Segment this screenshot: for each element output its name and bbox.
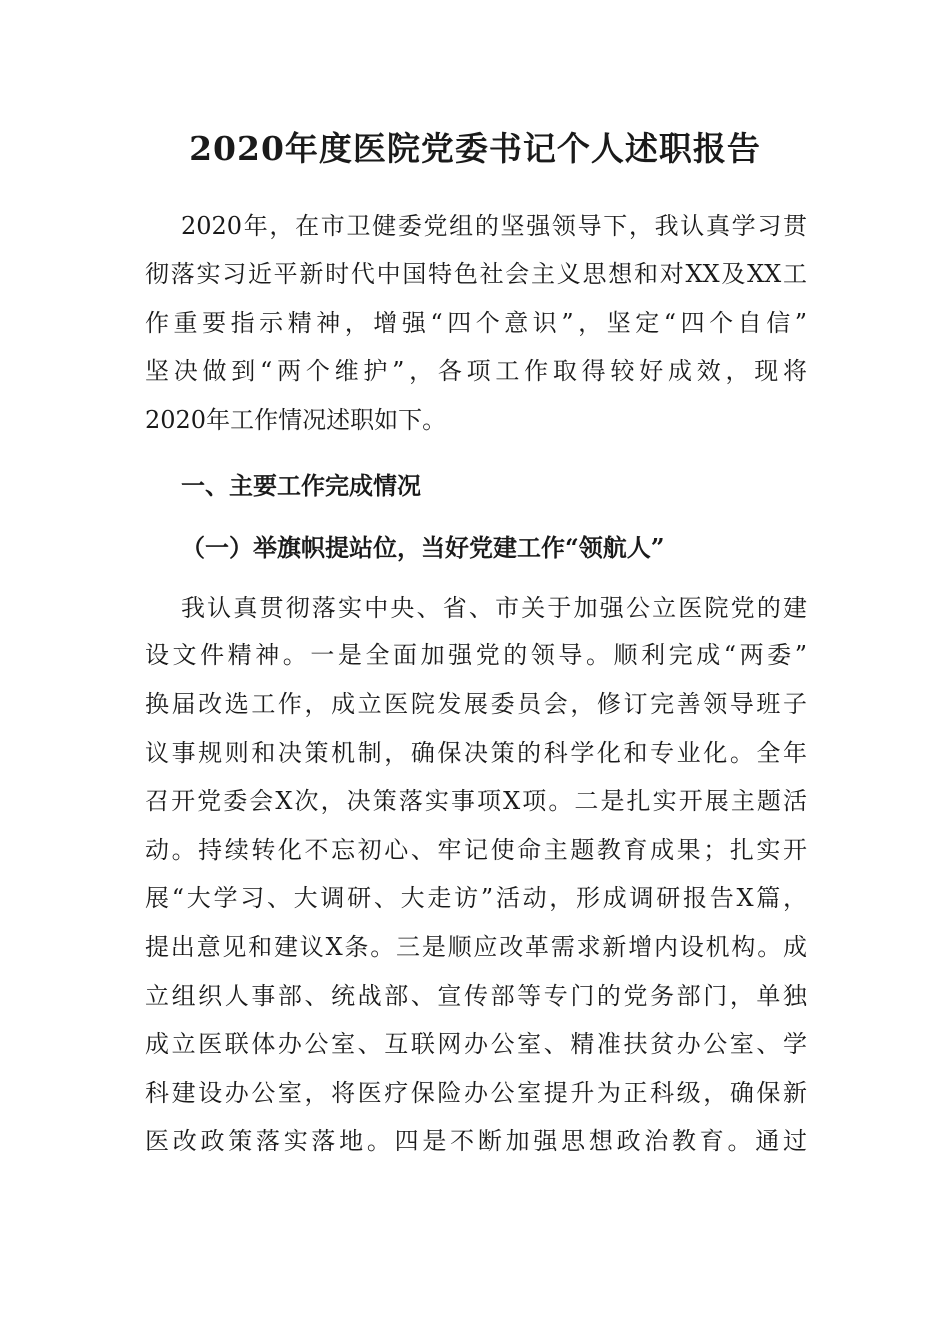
subsection-heading: （一）举旗帜提站位，当好党建工作“领航人” <box>181 533 665 562</box>
body-line: 提出意见和建议X条。三是顺应改革需求新增内设机构。成 <box>145 933 807 961</box>
intro-line: 作重要指示精神，增强“四个意识”，坚定“四个自信” <box>145 309 807 337</box>
intro-line: 坚决做到“两个维护”，各项工作取得较好成效，现将 <box>145 357 807 385</box>
body-line: 换届改选工作，成立医院发展委员会，修订完善领导班子 <box>145 690 807 718</box>
body-line: 议事规则和决策机制，确保决策的科学化和专业化。全年 <box>145 739 807 767</box>
body-line: 展“大学习、大调研、大走访”活动，形成调研报告X篇， <box>145 884 807 912</box>
body-line: 成立医联体办公室、互联网办公室、精准扶贫办公室、学 <box>145 1030 807 1058</box>
body-line: 设文件精神。一是全面加强党的领导。顺利完成“两委” <box>145 641 807 669</box>
body-line: 召开党委会X次，决策落实事项X项。二是扎实开展主题活 <box>145 787 807 815</box>
body-line: 科建设办公室，将医疗保险办公室提升为正科级，确保新 <box>145 1079 807 1107</box>
body-line: 立组织人事部、统战部、宣传部等专门的党务部门，单独 <box>145 982 807 1010</box>
intro-line: 2020年，在市卫健委党组的坚强领导下，我认真学习贯 <box>181 212 807 240</box>
document-title: 2020年度医院党委书记个人述职报告 <box>189 129 761 168</box>
intro-line: 2020年工作情况述职如下。 <box>145 406 447 434</box>
section-heading: 一、主要工作完成情况 <box>181 472 421 500</box>
body-line: 动。持续转化不忘初心、牢记使命主题教育成果；扎实开 <box>145 836 807 864</box>
intro-line: 彻落实习近平新时代中国特色社会主义思想和对XX及XX工 <box>145 260 807 288</box>
body-line: 我认真贯彻落实中央、省、市关于加强公立医院党的建 <box>181 594 807 622</box>
body-line: 医改政策落实落地。四是不断加强思想政治教育。通过 <box>145 1127 807 1155</box>
